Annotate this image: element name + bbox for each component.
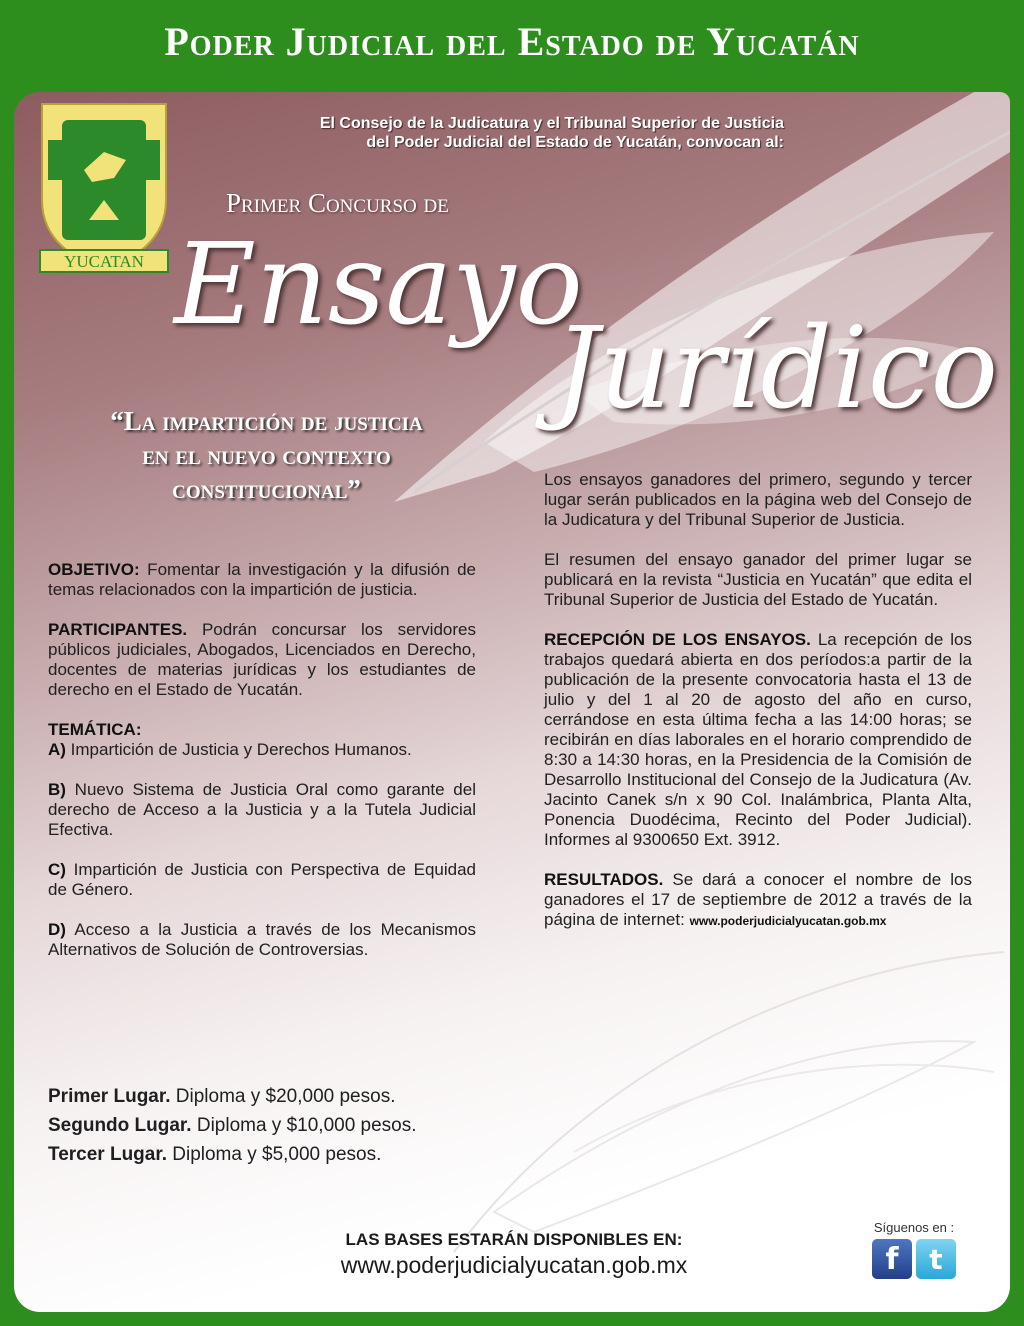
prize-first: Primer Lugar. Diploma y $20,000 pesos. [48,1086,396,1107]
resultados-paragraph: RESULTADOS. Se dará a conocer el nombre de los ganadores el 17 de septiembre de 2012 a través de la página de internet: www.poderjudicialyucatan.gob.mx [544,870,972,929]
resultados-label: RESULTADOS. [544,870,664,889]
facebook-icon[interactable]: f [872,1239,912,1279]
slogan-line-3: constitucional” [172,474,361,504]
contest-word-juridico: Jurídico [554,304,999,434]
seal-label: YUCATAN [64,252,144,271]
objetivo-paragraph: OBJETIVO: Fomentar la investigación y la difusión de temas relacionados con la impartición de justicia. [48,560,476,599]
bases-label: LAS BASES ESTARÁN DISPONIBLES EN: [345,1230,683,1249]
intro-line-1: El Consejo de la Judicatura y el Tribunal Superior de Justicia [319,115,784,132]
bases-url-link[interactable]: www.poderjudicialyucatan.gob.mx [340,1252,688,1278]
poster-banner-title: Poder Judicial del Estado de Yucatán [164,19,860,64]
yucatan-seal [34,100,174,275]
publicacion-paragraph: Los ensayos ganadores del primero, segundo y tercer lugar serán publicados en la página web del Consejo de la Judicatura y del Tribunal Superior de Justicia. [544,470,972,529]
twitter-icon[interactable]: t [916,1239,956,1279]
prizes-list [48,1082,508,1169]
tematica-d: D) Acceso a la Justicia a través de los Mecanismos Alternativos de Solución de Controversias. [48,920,476,959]
participantes-paragraph: PARTICIPANTES. Podrán concursar los servidores públicos judiciales, Abogados, Licenciados en Derecho, docentes de materias jurídicas y los estudiantes de derecho en el Estado de Yucatán. [48,620,476,699]
left-column [48,560,476,980]
contest-label: Primer Concurso de [226,188,449,218]
recepcion-label: RECEPCIÓN DE LOS ENSAYOS. [544,630,811,649]
social-section [864,1220,964,1279]
social-icons [864,1239,964,1279]
tematica-heading: TEMÁTICA: [48,720,142,739]
resultados-url-link[interactable]: www.poderjudicialyucatan.gob.mx [689,914,887,928]
prize-second: Segundo Lugar. Diploma y $10,000 pesos. [48,1115,417,1136]
recepcion-paragraph: RECEPCIÓN DE LOS ENSAYOS. La recepción de los trabajos quedará abierta en dos períodos:a partir de la publicación de la presente convocatoria hasta el 13 de julio y del 1 al 20 de agosto del año en curso, cerrándose en esta última fecha a las 14:00 horas; se recibirán en días laborales en el horario comprendido de 8:30 a 14:30 horas, en la Presidencia de la Comisión de Desarrollo Institucional del Consejo de la Judicatura (Av. Jacinto Canek s/n x 90 Col. Inalámbrica, Planta Alta, Ponencia Duodécima, Recinto del Poder Judicial). Informes al 9300650 Ext. 3912. [544,630,972,849]
contest-slogan [24,404,509,506]
prize-third: Tercer Lugar. Diploma y $5,000 pesos. [48,1144,382,1165]
tematica-c: C) Impartición de Justicia con Perspectiva de Equidad de Género. [48,860,476,899]
resumen-paragraph: El resumen del ensayo ganador del primer lugar se publicará en la revista “Justicia en Yucatán” que edita el Tribunal Superior de Justicia del Estado de Yucatán. [544,550,972,609]
bases-section [264,1230,764,1279]
tematica-a: A) Impartición de Justicia y Derechos Humanos. [48,740,412,759]
tematica-b: B) Nuevo Sistema de Justicia Oral como garante del derecho de Acceso a la Justicia y a la Tutela Judicial Efectiva. [48,780,476,839]
slogan-line-2: en el nuevo contexto [142,440,391,470]
participantes-label: PARTICIPANTES. [48,620,188,639]
poster-panel [14,92,1010,1312]
objetivo-label: OBJETIVO: [48,560,140,579]
intro-text [184,114,784,152]
contest-word-ensayo: Ensayo [174,220,583,350]
social-label: Síguenos en : [873,1220,955,1235]
slogan-line-1: “La impartición de justicia [110,406,423,436]
intro-line-2: del Poder Judicial del Estado de Yucatán, convocan al: [366,134,784,151]
right-column [544,470,972,951]
